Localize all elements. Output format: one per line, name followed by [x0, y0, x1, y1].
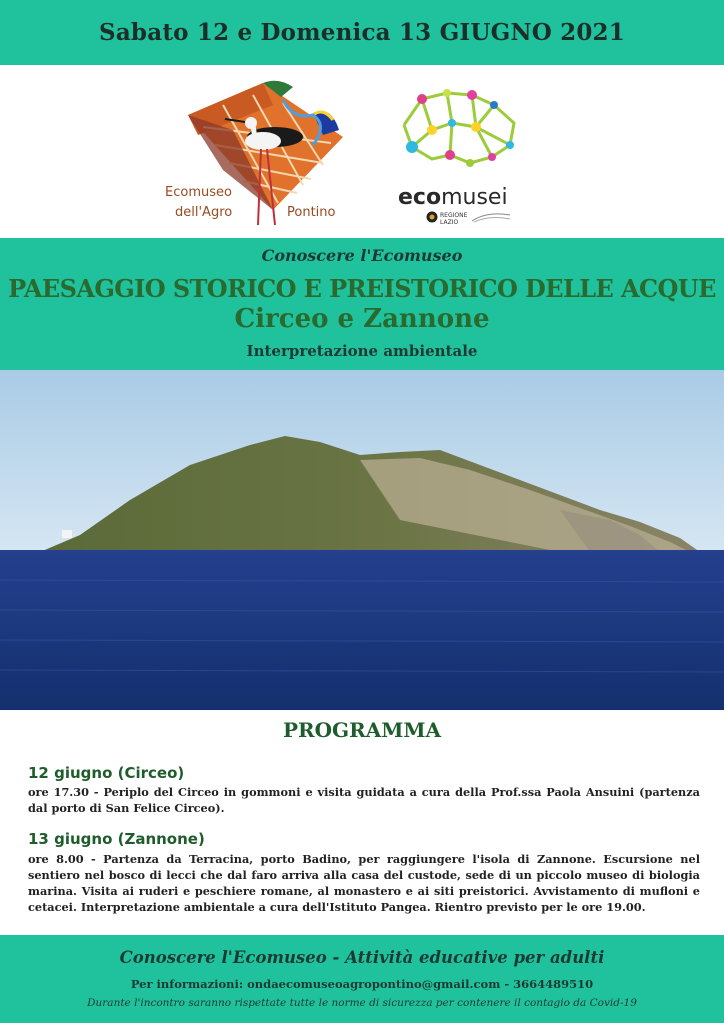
island-photo [0, 370, 724, 710]
day2-body: ore 8.00 - Partenza da Terracina, porto Badino, per raggiungere l'isola di Zannone. Escursione nel sentiero nel bosco di lecci che dal faro arriva alla casa del custode, sede di un piccolo museo di biologia marina. Visita ai ruderi e peschiere romane, al monastero e ai siti preistorici. Avvistamento di mufloni e cetacei. Interpretazione ambientale a cura dell'Istituto Pangea. Rientro previsto per le ore 19.00. [28, 852, 700, 914]
day1-body: ore 17.30 - Periplo del Circeo in gommoni e visita guidata a cura della Prof.ssa Paola Ansuini (partenza dal porto di San Felice Circeo). [28, 785, 700, 815]
event-places: Circeo e Zannone [234, 304, 490, 334]
date-banner [0, 0, 724, 65]
agro-logo-line2: dell'Agro [175, 205, 233, 220]
footer-banner [0, 935, 724, 1023]
title-block [0, 238, 724, 370]
lazio-swoosh-icon [472, 211, 512, 223]
regione-lazio-text: REGIONE LAZIO [440, 212, 468, 226]
agro-logo-line1: Ecomuseo [165, 185, 232, 200]
ecomusei-logo [392, 85, 532, 235]
event-title: PAESAGGIO STORICO E PREISTORICO DELLE ACQUE [8, 274, 716, 303]
ecomusei-wordmark: ecomusei [398, 185, 508, 210]
programma-heading: PROGRAMMA [282, 718, 442, 742]
regione-lazio-emblem-icon [426, 211, 438, 223]
covid-notice: Durante l'incontro saranno rispettate tutte le norme di sicurezza per contenere il contagio da Covid-19 [87, 997, 637, 1009]
event-date: Sabato 12 e Domenica 13 GIUGNO 2021 [99, 19, 625, 46]
footer-tagline: Conoscere l'Ecomuseo - Attività educative per adulti [119, 948, 605, 967]
event-kind: Interpretazione ambientale [246, 342, 478, 360]
day1-title: 12 giugno (Circeo) [28, 764, 185, 782]
ecomuseo-agro-pontino-logo [163, 75, 353, 235]
logos-row [0, 65, 724, 238]
contact-info: Per informazioni: ondaecomuseoagropontino@gmail.com - 3664489510 [130, 977, 594, 991]
network-brain-icon [392, 85, 532, 185]
series-subtitle: Conoscere l'Ecomuseo [261, 246, 463, 265]
agro-logo-line3: Pontino [287, 205, 336, 220]
day2-title: 13 giugno (Zannone) [28, 830, 205, 848]
